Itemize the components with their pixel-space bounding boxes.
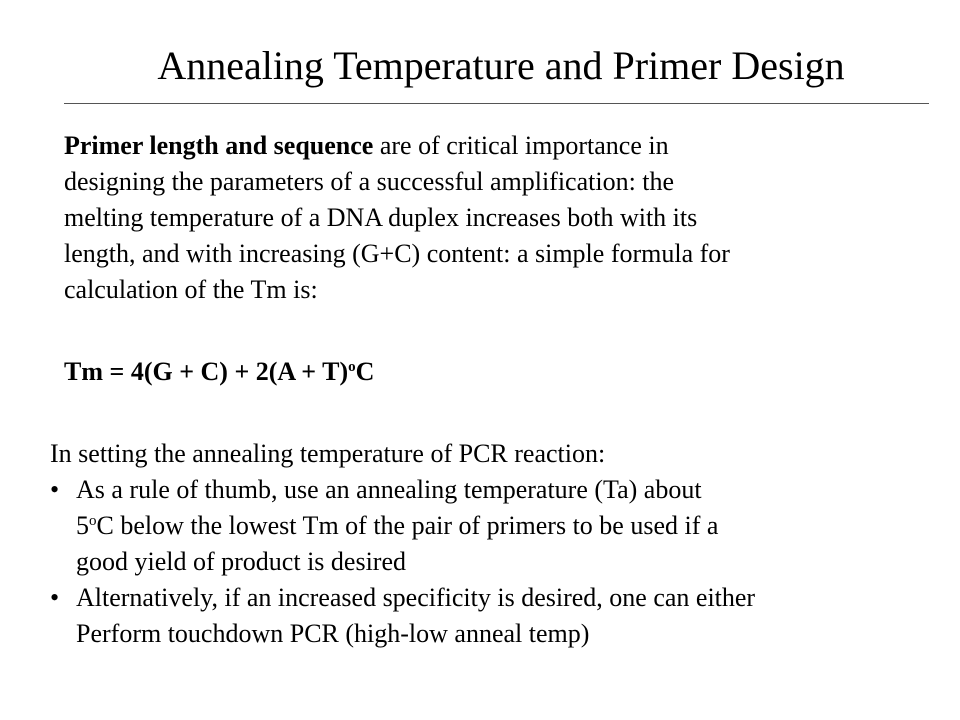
intro-line-4: length, and with increasing (G+C) content: a simple formula for [64,239,730,268]
bullet-2-line-2: Perform touchdown PCR (high-low anneal temp) [76,619,590,648]
formula-degree: o [348,359,356,375]
formula-unit: C [355,357,375,386]
intro-line-2: designing the parameters of a successful amplification: the [64,167,675,196]
intro-line-3: melting temperature of a DNA duplex increases both with its [64,203,698,232]
bullet-1-temp-value: 5 [76,511,89,540]
intro-line-5: calculation of the Tm is: [64,275,318,304]
formula-main: Tm = 4(G + C) + 2(A + T) [64,357,349,386]
intro-bold-lead: Primer length and sequence [64,131,374,160]
bullet-marker: • [50,475,60,504]
bullet-marker: • [50,583,60,612]
bullet-1-line-2 [76,508,755,544]
tm-formula [64,354,374,390]
slide-title: Annealing Temperature and Primer Design [157,43,845,88]
intro-line-1-rest: are of critical importance in [373,131,669,160]
intro-line-1 [64,128,894,164]
title-divider [64,103,929,104]
bullet-1-line-2-rest: C below the lowest Tm of the pair of primers to be used if a [96,511,719,540]
bullet-1-line-3: good yield of product is desired [76,547,406,576]
bullet-2-line-1: Alternatively, if an increased specificity is desired, one can either [76,583,756,612]
bullet-1-line-1: As a rule of thumb, use an annealing temperature (Ta) about [76,475,702,504]
bullet-1-degree: o [89,513,97,529]
bullet-item-alternative [50,580,755,652]
bullet-item-rule-of-thumb [50,472,755,580]
annealing-lead-text: In setting the annealing temperature of PCR reaction: [50,439,606,468]
bullet-list [50,472,755,652]
intro-paragraph [64,128,894,308]
